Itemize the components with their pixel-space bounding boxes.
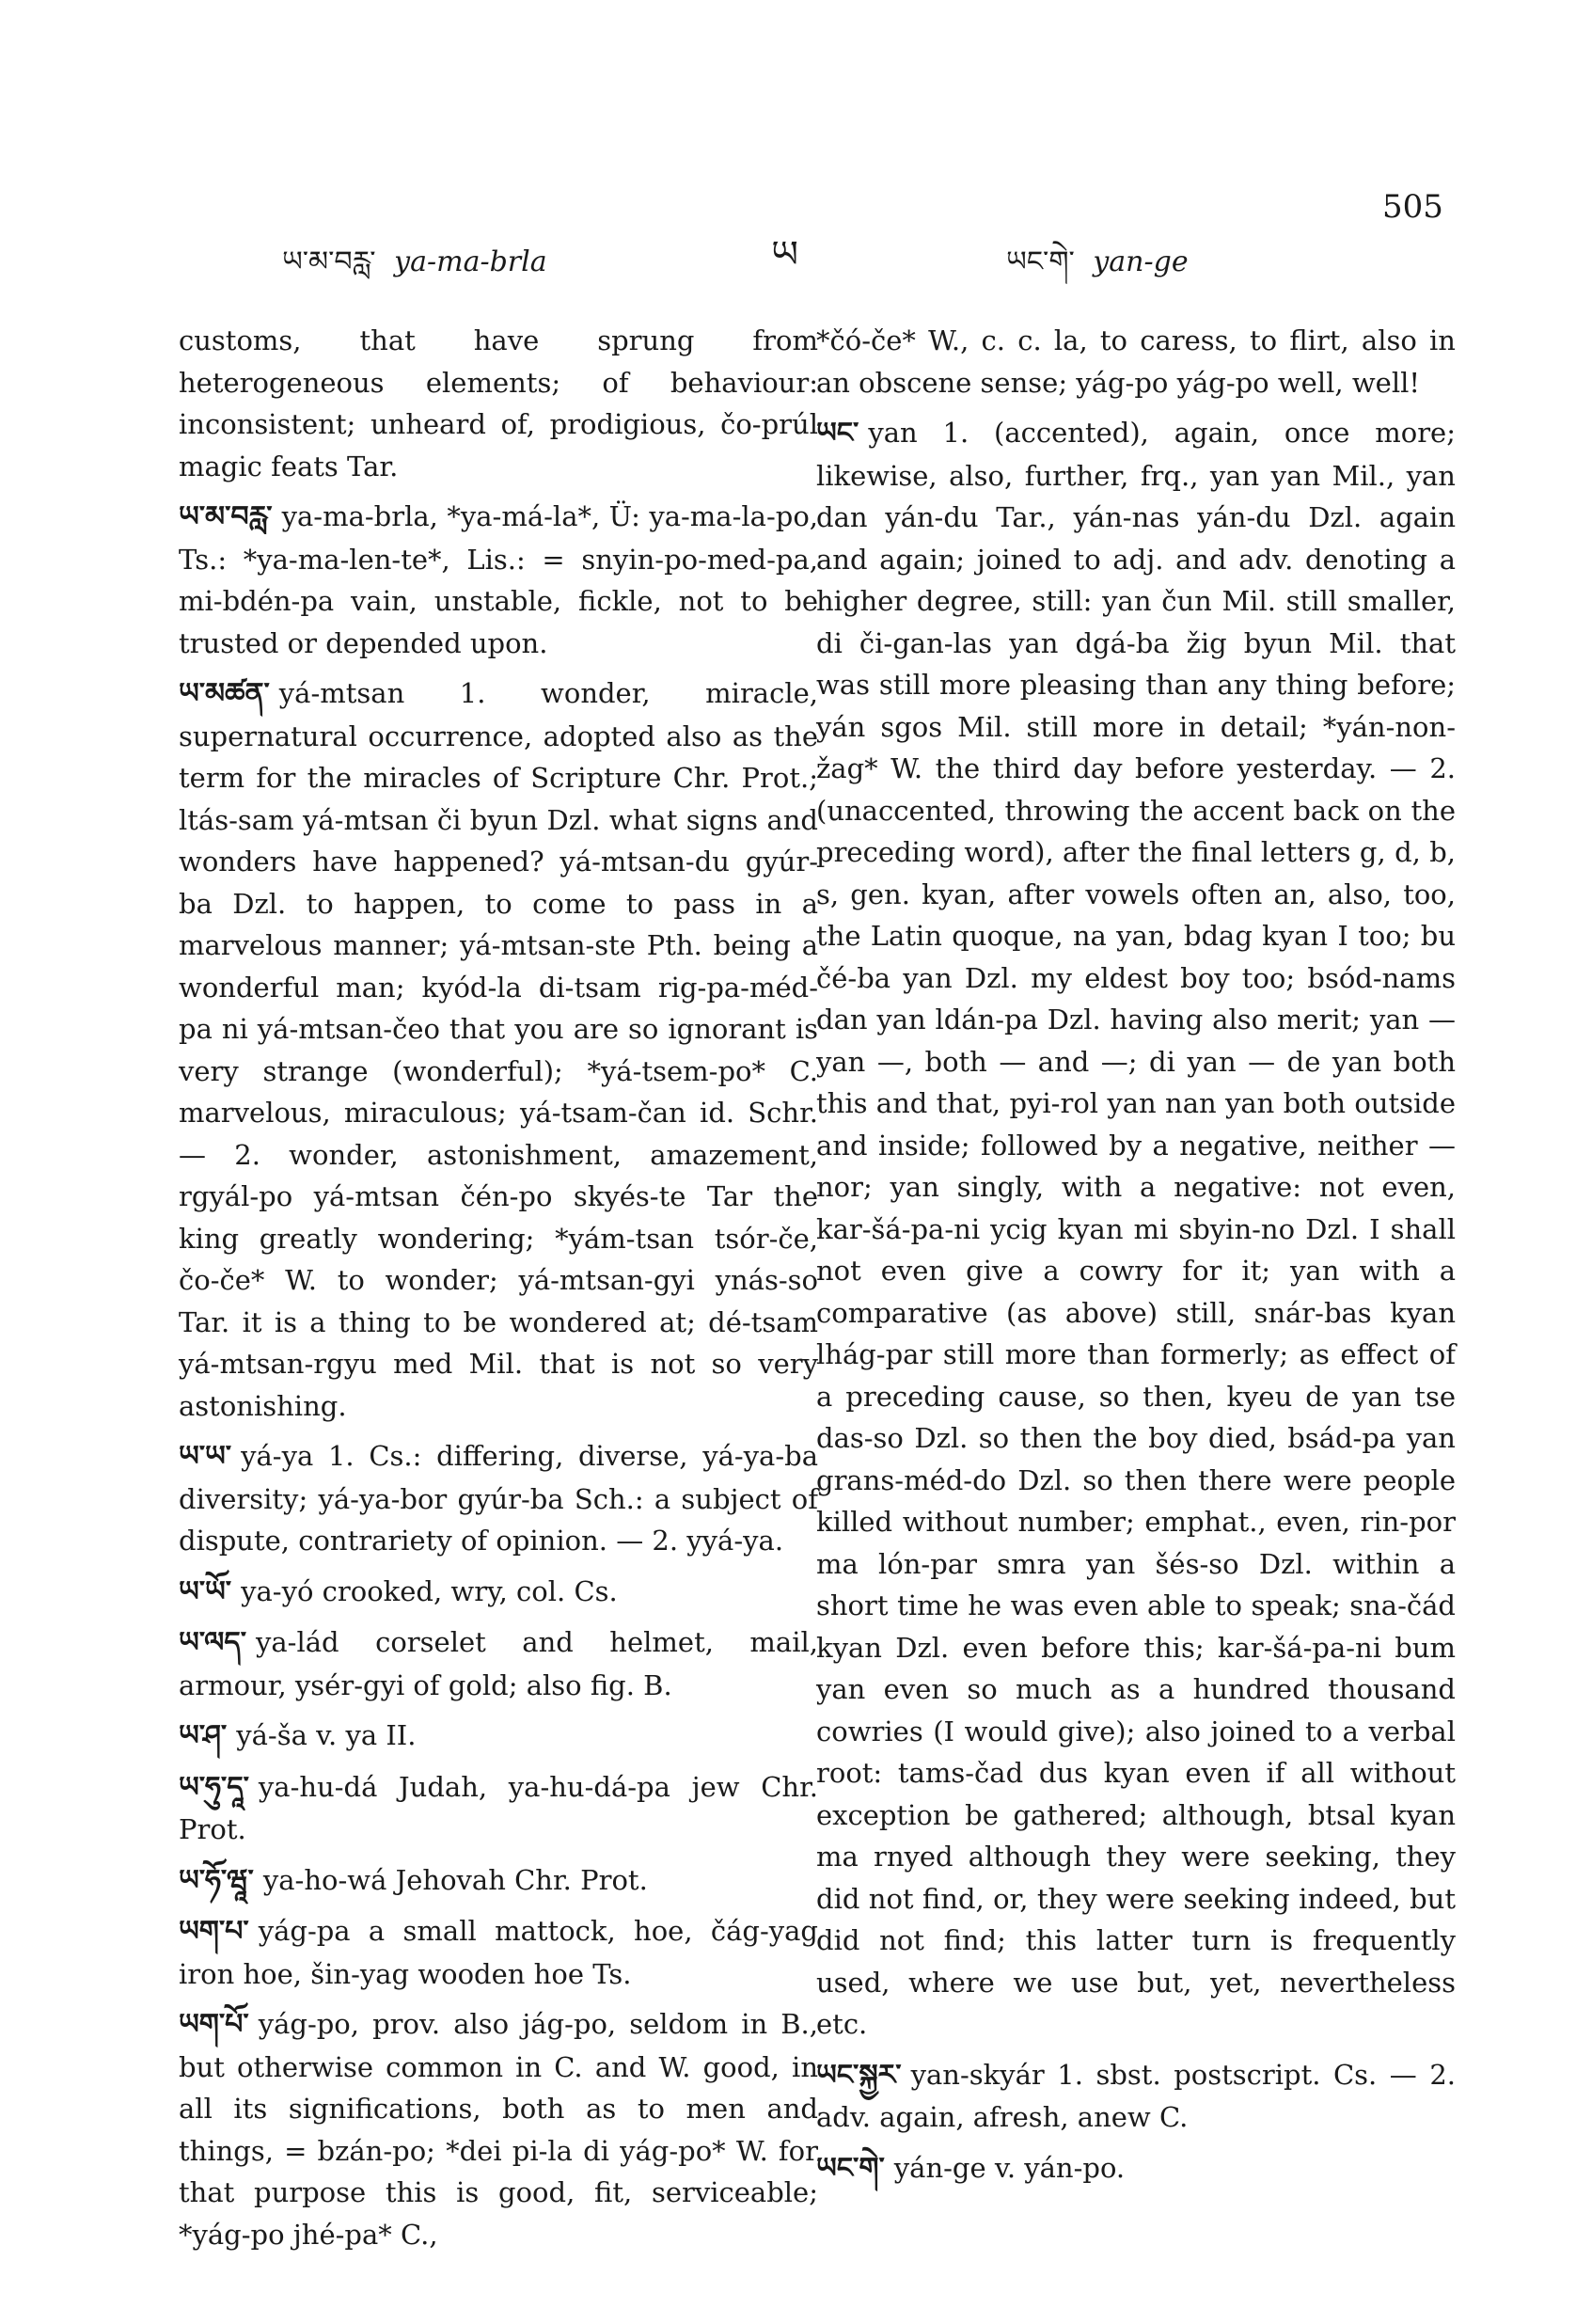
right-column	[816, 320, 1456, 2198]
entry-text: yá-mtsan 1. wonder, miracle, supernatural occurrence, adopted also as the term for the miracles of Scripture Chr. Prot.; ltás-sam yá-mtsan či byun Dzl. what signs and wonders have happened? yá-mtsan-du gyúr-ba Dzl. to happen, to come to pass in a marvelous manner; yá-mtsan-ste Pth. being a wonderful man; kyód-la di-tsam rig-pa-méd-pa ni yá-mtsan-čeo that you are so ignorant is very strange (wonderful); *yá-tsem-po* C. marvelous, miraculous; yá-tsam-čan id. Schr. — 2. wonder, astonishment, amazement, rgyál-po yá-mtsan čén-po skyés-te Tar the king greatly wondering; *yám-tsan tsór-če, čo-če* W. to wonder; yá-mtsan-gyi ynás-so Tar. it is a thing to be wondered at; dé-tsam yá-mtsan-rgyu med Mil. that is not so very astonishing.	[179, 677, 818, 1422]
running-head-left-latin: ya-ma-brla	[394, 245, 547, 278]
entry-text: yá-ša v. ya II.	[236, 1719, 417, 1751]
entry-text: ya-ho-wá Jehovah Chr. Prot.	[262, 1863, 648, 1896]
dictionary-entry	[179, 1571, 818, 1614]
entry-text: yan 1. (accented), again, once more; likewise, also, further, frq., yan yan Mil., yan dan yán-du Tar., yán-nas yán-du Dzl. again and again; joined to adj. and adv. denoting a higher degree, still: yan čun Mil. still smaller, di či-gan-las yan dgá-ba žig byun Mil. that was still more pleasing than any thing before; yán sgos Mil. still more in detail; *yán-non-žag* W. the third day before yesterday. — 2. (unaccented, throwing the accent back on the preceding word), after the final letters g, d, b, s, gen. kyan, after vowels often an, also, too, the Latin quoque, na yan, bdag kyan I too; bu čé-ba yan Dzl. my eldest boy too; bsód-nams dan yan ldán-pa Dzl. having also merit; yan — yan —, both — and —; di yan — de yan both this and that, pyi-rol yan nan yan both outside and inside; followed by a negative, neither — nor; yan singly, with a negative: not even, kar-šá-pa-ni ycig kyan mi sbyin-no Dzl. I shall not even give a cowry for it; yan with a comparative (as above) still, snár-bas kyan lhág-par still more than formerly; as effect of a preceding cause, so then, kyeu de yan tse das-so Dzl. so then the boy died, bsád-pa yan grans-méd-do Dzl. so then there were people killed without number; emphat., even, rin-por ma lón-par smra yan šés-so Dzl. within a short time he was even able to speak; sna-čád kyan Dzl. even before this; kar-šá-pa-ni bum yan even so much as a hundred thousand cowries (I would give); also joined to a verbal root: tams-čad dus kyan even if all without exception be gathered; although, btsal kyan ma rnyed although they were seeking, they did not find, or, they were seeking indeed, but did not find; this latter turn is frequently used, where we use but, yet, nevertheless etc.	[816, 417, 1456, 2040]
dictionary-entry	[179, 1910, 818, 1995]
entry-text: ya-hu-dá Judah, ya-hu-dá-pa jew Chr. Prot.	[179, 1770, 818, 1845]
running-head-center: ཡ	[771, 233, 798, 277]
headword: ཡ་ཧུ་དཱ་	[179, 1770, 249, 1804]
headword: ཡ་ཡ་	[179, 1440, 232, 1473]
headword: ཡ་ཤ་	[179, 1719, 228, 1752]
entry-text: yág-po, prov. also jág-po, seldom in B., but otherwise common in C. and W. good, in all its significations, both as to men and things, = bzán-po; *dei pi-la di yág-po* W. for that purpose this is good, fit, serviceable; *yág-po jhé-pa* C.,	[179, 2008, 818, 2251]
entry-text: yan-skyár 1. sbst. postscript. Cs. — 2. adv. again, afresh, anew C.	[816, 2058, 1456, 2133]
dictionary-entry	[179, 1435, 818, 1562]
dictionary-entry	[816, 412, 1456, 2046]
left-column	[179, 320, 818, 2264]
headword: ཡག་པ་	[179, 1915, 249, 1948]
entry-text: yág-pa a small mattock, hoe, čág-yag iron hoe, šin-yag wooden hoe Ts.	[179, 1915, 818, 1990]
headword: ཡག་པོ་	[179, 2008, 249, 2041]
headword: ཡ་ཧོ་ཝཱ་	[179, 1863, 254, 1897]
entry-text: *čó-če* W., c. c. la, to caress, to flirt, also in an obscene sense; yág-po yág-po well, well!	[816, 324, 1456, 399]
dictionary-entry	[179, 1621, 818, 1706]
running-head-right	[1006, 230, 1189, 309]
dictionary-entry	[179, 496, 818, 664]
entry-text: ya-yó crooked, wry, col. Cs.	[241, 1574, 618, 1607]
dictionary-entry	[179, 320, 818, 487]
dictionary-entry	[179, 1766, 818, 1851]
dictionary-entry	[179, 2003, 818, 2255]
entry-text: yá-ya 1. Cs.: differing, diverse, yá-ya-ba diversity; yá-ya-bor gyúr-ba Sch.: a subject of dispute, contrariety of opinion. — 2. yyá-ya.	[179, 1440, 818, 1557]
headword: ཡ་མཚན་	[179, 677, 270, 710]
headword: ཡང་གེ་	[816, 2151, 885, 2185]
headword: ཡ་མ་བརླ་	[179, 500, 273, 533]
dictionary-entry	[179, 1715, 818, 1758]
dictionary-entry	[816, 320, 1456, 403]
dictionary-entry	[816, 2147, 1456, 2190]
running-head-right-latin: yan-ge	[1093, 245, 1189, 278]
headword: ཡང་སྐྱར་	[816, 2058, 902, 2092]
headword: ཡང་	[816, 417, 859, 450]
running-head-right-tibetan: ཡང་གེ་	[1006, 245, 1075, 278]
running-head-left-tibetan: ཡ་མ་བརླ་	[282, 245, 376, 278]
entry-text: ya-ma-brla, *ya-má-la*, Ü: ya-ma-la-po, Ts.: *ya-ma-len-te*, Lis.: = snyin-po-med-pa, mi-bdén-pa vain, unstable, fickle, not to be trusted or depended upon.	[179, 500, 818, 659]
dictionary-entry	[179, 1859, 818, 1903]
page-number: 505	[1382, 188, 1443, 226]
headword: ཡ་ཡོ་	[179, 1574, 232, 1608]
entry-text: ya-lád corselet and helmet, mail, armour, ysér-gyi of gold; also fig. B.	[179, 1626, 818, 1701]
dictionary-entry	[816, 2054, 1456, 2139]
entry-text: customs, that have sprung from heterogeneous elements; of behaviour: inconsistent; unheard of, prodigious, čo-prúl magic feats Tar.	[179, 324, 818, 482]
running-head-left	[282, 230, 547, 309]
entry-text: yán-ge v. yán-po.	[893, 2151, 1126, 2184]
dictionary-entry	[179, 672, 818, 1427]
headword: ཡ་ལད་	[179, 1626, 246, 1659]
